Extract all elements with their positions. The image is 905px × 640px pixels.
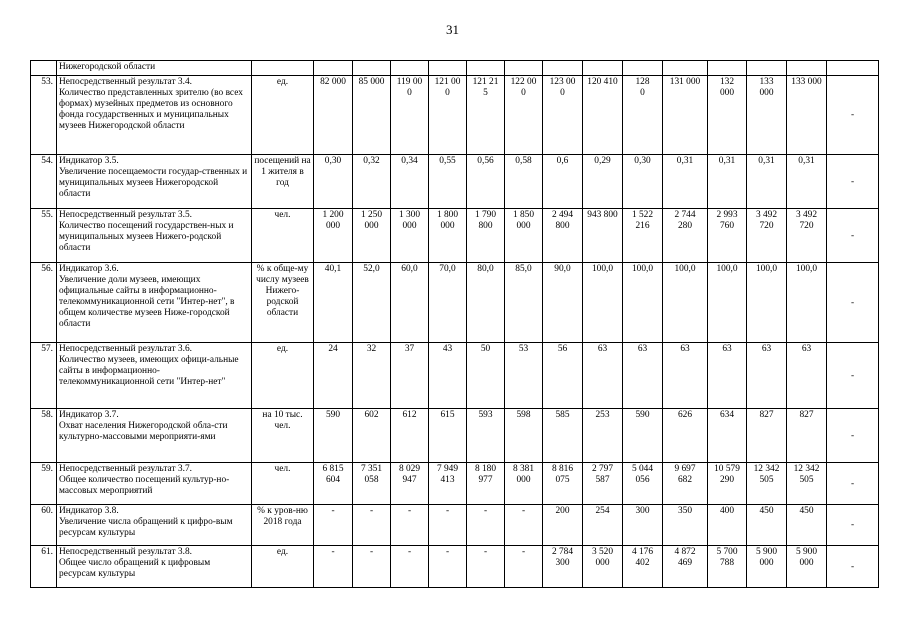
value-cell: 0,56 <box>467 155 505 209</box>
value-cell: 24 <box>314 343 353 409</box>
value-cell: - <box>429 546 467 588</box>
row-last: - <box>827 463 879 505</box>
value-cell: 2 797 587 <box>583 463 623 505</box>
value-cell: 0,29 <box>583 155 623 209</box>
value-cell: 40,1 <box>314 263 353 343</box>
row-name: Непосредственный результат 3.4. Количество представленных зрителю (во всех формах) музейных предметов из основного фонда государственных и муниципальных музеев Нижегородской области <box>57 76 252 155</box>
value-cell: 5 900 000 <box>747 546 787 588</box>
row-last: - <box>827 343 879 409</box>
value-cell: - <box>353 546 391 588</box>
value-cell: 0,32 <box>353 155 391 209</box>
value-cell: 2 993 760 <box>708 209 747 263</box>
value-cell: 119 00 0 <box>391 76 429 155</box>
value-cell: 12 342 505 <box>787 463 827 505</box>
value-cell: 2 784 300 <box>543 546 583 588</box>
table-row <box>31 409 879 463</box>
row-number: 60. <box>31 505 57 546</box>
row-last: - <box>827 409 879 463</box>
table-row <box>31 209 879 263</box>
value-cell: 0,34 <box>391 155 429 209</box>
value-cell: 4 176 402 <box>623 546 663 588</box>
value-cell: 100,0 <box>663 263 708 343</box>
value-cell: 400 <box>708 505 747 546</box>
indicators-table <box>30 60 879 588</box>
table-row <box>31 505 879 546</box>
table-row <box>31 155 879 209</box>
value-cell: - <box>429 505 467 546</box>
value-cell: - <box>467 505 505 546</box>
row-unit: % к уров-ню 2018 года <box>252 505 314 546</box>
value-cell: 10 579 290 <box>708 463 747 505</box>
row-name: Индикатор 3.6. Увеличение доли музеев, имеющих официальные сайты в информационно-телекоммуникационной сети "Интер-нет", в общем количестве музеев Ниже-городской области <box>57 263 252 343</box>
value-cell: 0,30 <box>623 155 663 209</box>
row-number: 57. <box>31 343 57 409</box>
row-unit: посещений на 1 жителя в год <box>252 155 314 209</box>
value-cell: 60,0 <box>391 263 429 343</box>
value-cell: 121 21 5 <box>467 76 505 155</box>
value-cell: 63 <box>623 343 663 409</box>
row-last: - <box>827 505 879 546</box>
value-cell: 590 <box>314 409 353 463</box>
value-cell: - <box>391 505 429 546</box>
table-row <box>31 343 879 409</box>
table-row <box>31 546 879 588</box>
value-cell: 32 <box>353 343 391 409</box>
value-cell: 63 <box>583 343 623 409</box>
value-cell: 100,0 <box>787 263 827 343</box>
value-cell: 63 <box>787 343 827 409</box>
row-name: Непосредственный результат 3.7. Общее количество посещений культур-но-массовых мероприятий <box>57 463 252 505</box>
value-cell: 0,31 <box>663 155 708 209</box>
value-cell: 128 0 <box>623 76 663 155</box>
value-cell: - <box>505 546 543 588</box>
row-unit: на 10 тыс. чел. <box>252 409 314 463</box>
value-cell: 0,30 <box>314 155 353 209</box>
page-number: 31 <box>446 22 459 37</box>
value-cell: 70,0 <box>429 263 467 343</box>
value-cell: 450 <box>747 505 787 546</box>
value-cell: - <box>314 505 353 546</box>
row-number: 58. <box>31 409 57 463</box>
value-cell: 63 <box>663 343 708 409</box>
value-cell: 585 <box>543 409 583 463</box>
row-unit: % к обще-му числу музеев Нижего-родской области <box>252 263 314 343</box>
value-cell: 626 <box>663 409 708 463</box>
value-cell: 634 <box>708 409 747 463</box>
value-cell: 8 180 977 <box>467 463 505 505</box>
value-cell: 12 342 505 <box>747 463 787 505</box>
value-cell: 5 044 056 <box>623 463 663 505</box>
value-cell: 6 815 604 <box>314 463 353 505</box>
value-cell: 50 <box>467 343 505 409</box>
value-cell: 133 000 <box>787 76 827 155</box>
row-number: 53. <box>31 76 57 155</box>
value-cell: 1 200 000 <box>314 209 353 263</box>
row-last: - <box>827 155 879 209</box>
value-cell: 9 697 682 <box>663 463 708 505</box>
value-cell: 598 <box>505 409 543 463</box>
value-cell: 4 872 469 <box>663 546 708 588</box>
value-cell: 5 900 000 <box>787 546 827 588</box>
value-cell: 7 351 058 <box>353 463 391 505</box>
value-cell: - <box>391 546 429 588</box>
value-cell: 90,0 <box>543 263 583 343</box>
row-last: - <box>827 546 879 588</box>
row-last: - <box>827 263 879 343</box>
value-cell: 300 <box>623 505 663 546</box>
value-cell: 100,0 <box>583 263 623 343</box>
row-last: - <box>827 209 879 263</box>
table-row <box>31 463 879 505</box>
value-cell: 254 <box>583 505 623 546</box>
value-cell: 1 850 000 <box>505 209 543 263</box>
value-cell: 200 <box>543 505 583 546</box>
value-cell: 121 00 0 <box>429 76 467 155</box>
row-name: Индикатор 3.5. Увеличение посещаемости государ-ственных и муниципальных музеев Нижегородской области <box>57 155 252 209</box>
row-unit: чел. <box>252 463 314 505</box>
value-cell: 8 816 075 <box>543 463 583 505</box>
value-cell: - <box>353 505 391 546</box>
value-cell: 56 <box>543 343 583 409</box>
value-cell: 3 492 720 <box>747 209 787 263</box>
value-cell: 450 <box>787 505 827 546</box>
table-row <box>31 61 879 76</box>
row-unit: ед. <box>252 546 314 588</box>
row-number: 54. <box>31 155 57 209</box>
value-cell: 122 00 0 <box>505 76 543 155</box>
value-cell: 1 790 800 <box>467 209 505 263</box>
value-cell: 612 <box>391 409 429 463</box>
row-number: 61. <box>31 546 57 588</box>
value-cell: 350 <box>663 505 708 546</box>
value-cell: 53 <box>505 343 543 409</box>
value-cell: 63 <box>747 343 787 409</box>
value-cell: 2 494 800 <box>543 209 583 263</box>
value-cell: 2 744 280 <box>663 209 708 263</box>
row-name: Непосредственный результат 3.8. Общее число обращений к цифровым ресурсам культуры <box>57 546 252 588</box>
value-cell: 123 00 0 <box>543 76 583 155</box>
value-cell: 827 <box>747 409 787 463</box>
value-cell: 0,58 <box>505 155 543 209</box>
value-cell: 85,0 <box>505 263 543 343</box>
row-number: 56. <box>31 263 57 343</box>
value-cell: - <box>467 546 505 588</box>
value-cell: 943 800 <box>583 209 623 263</box>
value-cell: - <box>314 546 353 588</box>
value-cell: 85 000 <box>353 76 391 155</box>
value-cell: 0,31 <box>747 155 787 209</box>
value-cell: 100,0 <box>623 263 663 343</box>
value-cell: 131 000 <box>663 76 708 155</box>
row-name: Нижегородской области <box>57 61 252 76</box>
value-cell: 3 520 000 <box>583 546 623 588</box>
value-cell: 100,0 <box>708 263 747 343</box>
value-cell: 8 029 947 <box>391 463 429 505</box>
value-cell: 0,6 <box>543 155 583 209</box>
value-cell: 133 000 <box>747 76 787 155</box>
value-cell: 0,31 <box>787 155 827 209</box>
value-cell: 80,0 <box>467 263 505 343</box>
value-cell: 8 381 000 <box>505 463 543 505</box>
row-last: - <box>827 76 879 155</box>
row-unit: ед. <box>252 343 314 409</box>
value-cell: 120 410 <box>583 76 623 155</box>
value-cell: 593 <box>467 409 505 463</box>
row-unit: чел. <box>252 209 314 263</box>
table-row <box>31 76 879 155</box>
value-cell: 1 250 000 <box>353 209 391 263</box>
value-cell: 52,0 <box>353 263 391 343</box>
value-cell: 602 <box>353 409 391 463</box>
value-cell: 0,31 <box>708 155 747 209</box>
value-cell: 43 <box>429 343 467 409</box>
value-cell: 3 492 720 <box>787 209 827 263</box>
value-cell: 590 <box>623 409 663 463</box>
value-cell: 615 <box>429 409 467 463</box>
row-name: Индикатор 3.7. Охват населения Нижегородской обла-сти культурно-массовыми мероприяти-ями <box>57 409 252 463</box>
value-cell: 827 <box>787 409 827 463</box>
row-name: Индикатор 3.8. Увеличение числа обращений к цифро-вым ресурсам культуры <box>57 505 252 546</box>
row-unit: ед. <box>252 76 314 155</box>
table-row <box>31 263 879 343</box>
value-cell: 5 700 788 <box>708 546 747 588</box>
value-cell: 1 800 000 <box>429 209 467 263</box>
value-cell: 253 <box>583 409 623 463</box>
row-number: 55. <box>31 209 57 263</box>
value-cell: 82 000 <box>314 76 353 155</box>
row-number: 59. <box>31 463 57 505</box>
value-cell: 63 <box>708 343 747 409</box>
value-cell: 1 522 216 <box>623 209 663 263</box>
value-cell: 100,0 <box>747 263 787 343</box>
row-name: Непосредственный результат 3.5. Количество посещений государствен-ных и муниципальных музеев Нижего-родской области <box>57 209 252 263</box>
value-cell: 132 000 <box>708 76 747 155</box>
value-cell: 0,55 <box>429 155 467 209</box>
value-cell: 1 300 000 <box>391 209 429 263</box>
value-cell: - <box>505 505 543 546</box>
row-name: Непосредственный результат 3.6. Количество музеев, имеющих офици-альные сайты в информационно-телекоммуникационной сети "Интер-нет" <box>57 343 252 409</box>
value-cell: 7 949 413 <box>429 463 467 505</box>
value-cell: 37 <box>391 343 429 409</box>
